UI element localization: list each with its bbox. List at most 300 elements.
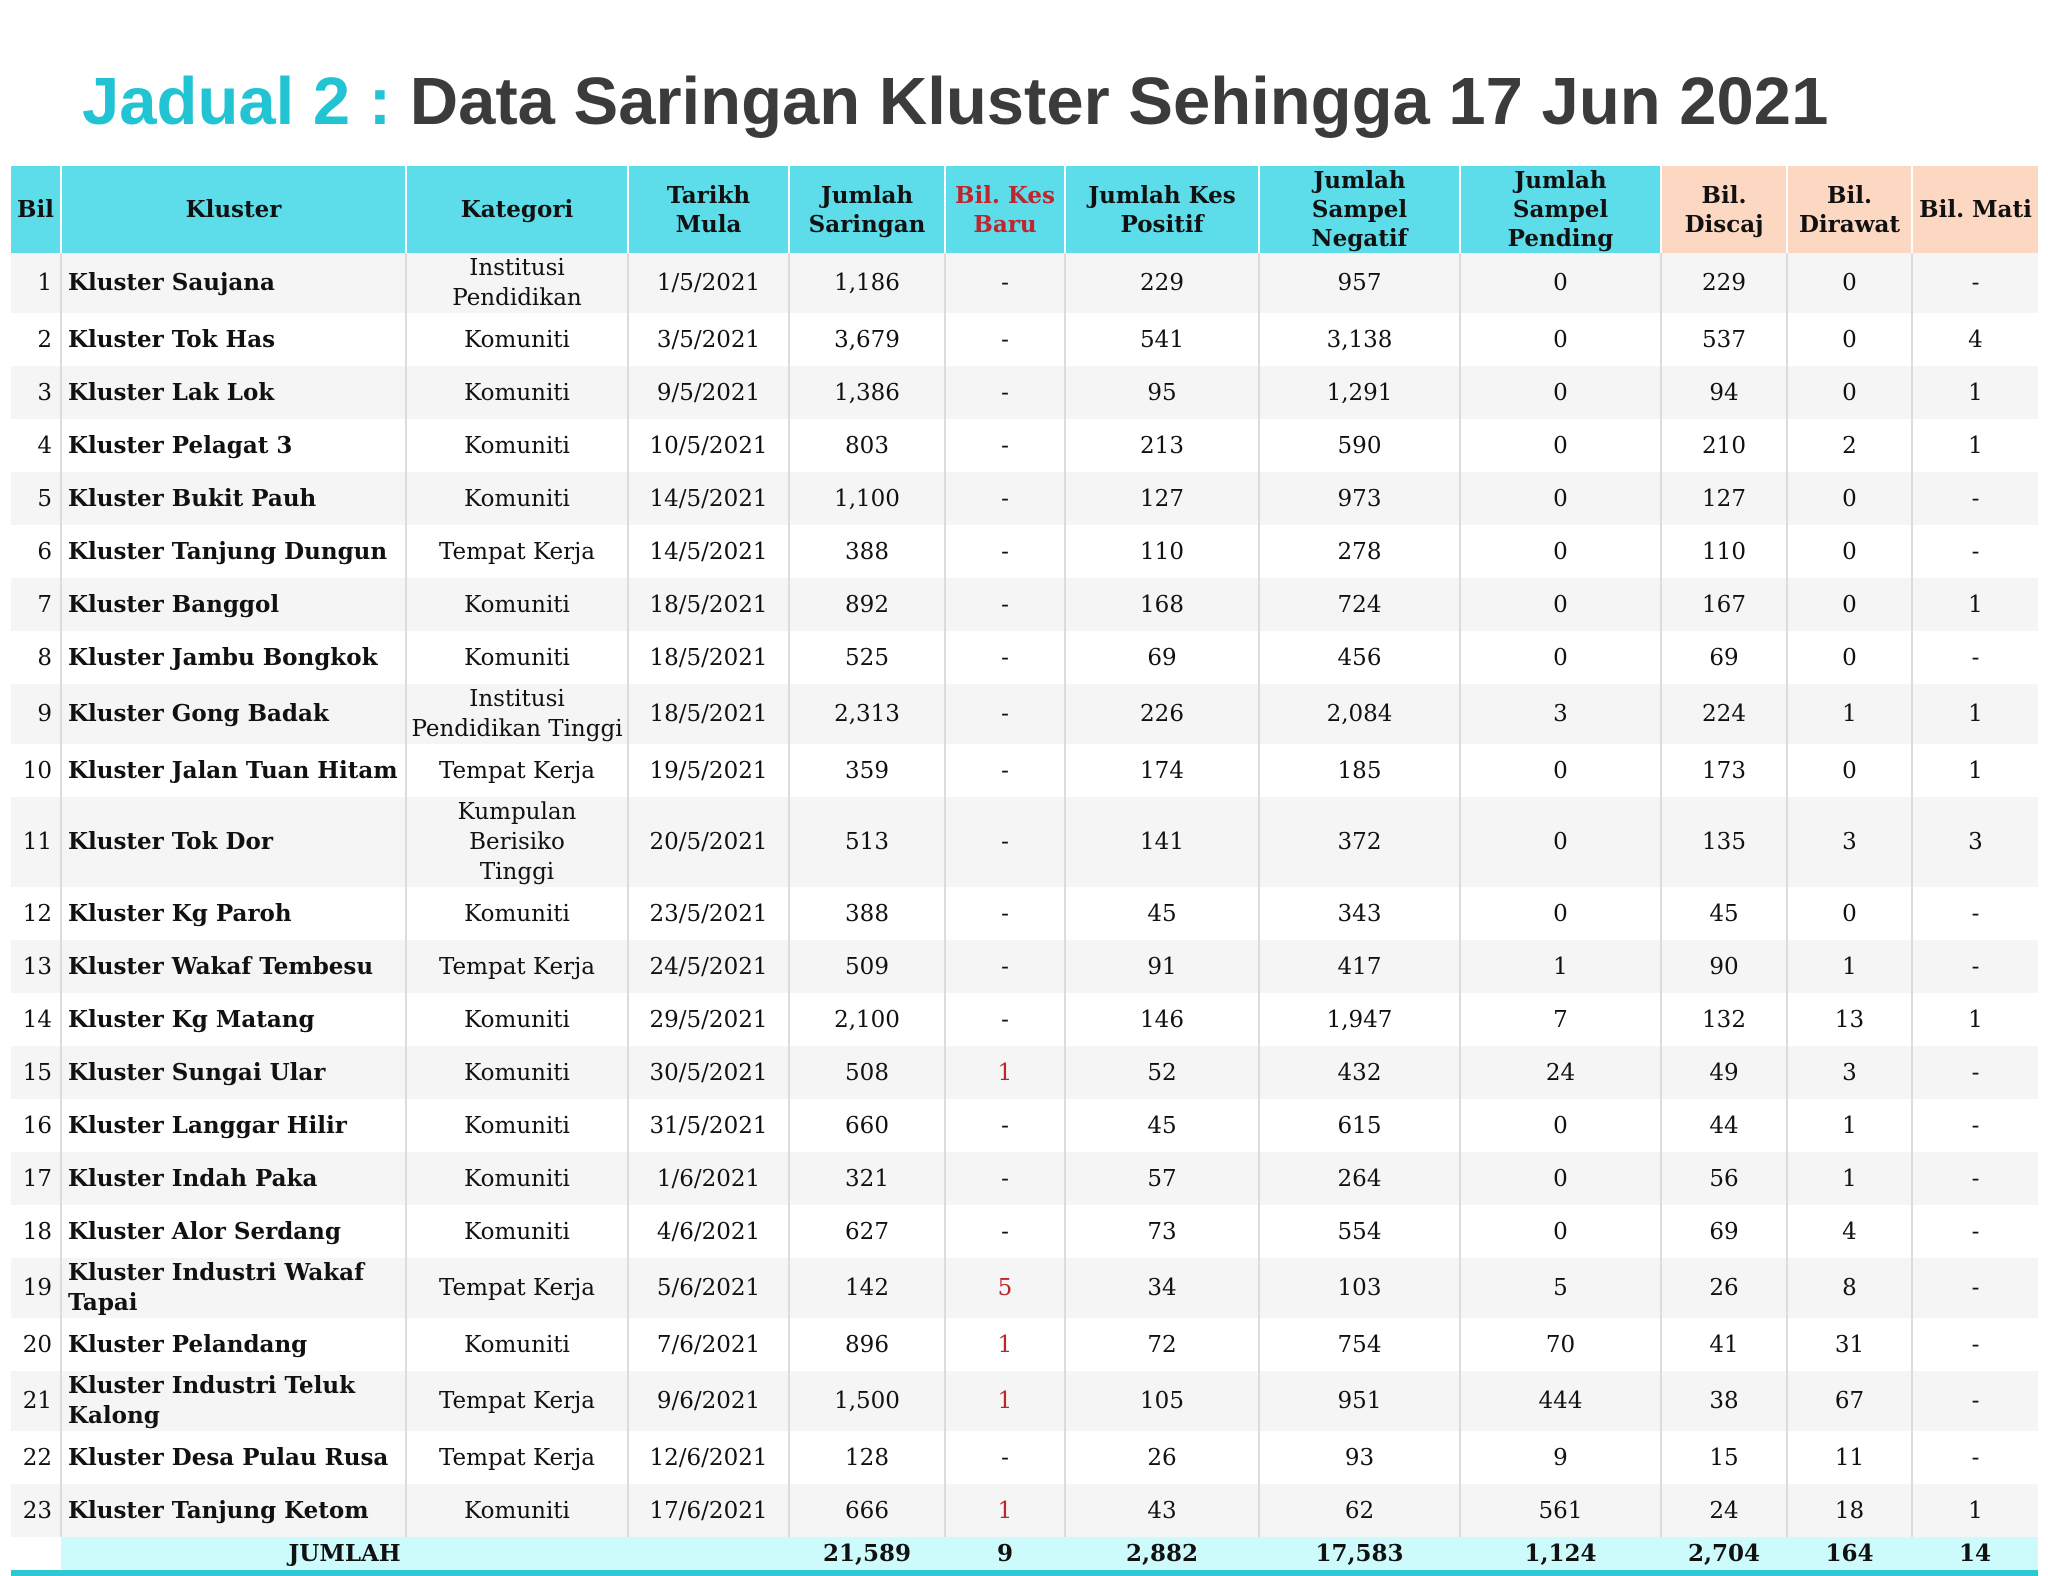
table-row — [11, 684, 2038, 744]
header-row — [11, 166, 2038, 253]
cell-bil-dirawat: 3 — [1787, 797, 1912, 887]
cell-bil-mati: - — [1912, 1046, 2038, 1099]
cell-kategori: Tempat Kerja — [406, 1371, 628, 1431]
cell-tarikh-mula: 12/6/2021 — [628, 1431, 789, 1484]
cell-kategori: Komuniti — [406, 419, 628, 472]
cell-kluster: Kluster Gong Badak — [61, 684, 406, 744]
total-label: JUMLAH — [61, 1537, 628, 1573]
cell-kategori: Komuniti — [406, 1318, 628, 1371]
table-row — [11, 419, 2038, 472]
cell-jumlah-kes-positif: 52 — [1065, 1046, 1259, 1099]
cell-bil-dirawat: 2 — [1787, 419, 1912, 472]
cell-bil: 20 — [11, 1318, 61, 1371]
cell-bil: 8 — [11, 631, 61, 684]
table-row — [11, 744, 2038, 797]
total-kes-baru: 9 — [945, 1537, 1065, 1573]
cell-jumlah-saringan: 1,100 — [789, 472, 945, 525]
cell-bil-kes-baru: - — [945, 887, 1065, 940]
cell-bil-mati: - — [1912, 525, 2038, 578]
cell-bil-dirawat: 18 — [1787, 1484, 1912, 1537]
cell-bil-discaj: 94 — [1661, 366, 1787, 419]
cell-bil-discaj: 49 — [1661, 1046, 1787, 1099]
cell-bil-dirawat: 0 — [1787, 631, 1912, 684]
cell-tarikh-mula: 29/5/2021 — [628, 993, 789, 1046]
cell-jumlah-saringan: 803 — [789, 419, 945, 472]
cell-jumlah-sampel-negatif: 93 — [1259, 1431, 1460, 1484]
cell-bil-mati: - — [1912, 1318, 2038, 1371]
cell-jumlah-saringan: 2,313 — [789, 684, 945, 744]
cell-jumlah-kes-positif: 69 — [1065, 631, 1259, 684]
cell-bil-kes-baru: 1 — [945, 1484, 1065, 1537]
cell-bil-dirawat: 11 — [1787, 1431, 1912, 1484]
cell-jumlah-sampel-pending: 0 — [1460, 419, 1661, 472]
cell-bil-dirawat: 3 — [1787, 1046, 1912, 1099]
cell-bil-kes-baru: - — [945, 993, 1065, 1046]
cell-kategori: Komuniti — [406, 1152, 628, 1205]
cell-kategori: Komuniti — [406, 578, 628, 631]
cell-jumlah-saringan: 1,386 — [789, 366, 945, 419]
cell-bil: 2 — [11, 313, 61, 366]
cell-jumlah-kes-positif: 146 — [1065, 993, 1259, 1046]
cell-jumlah-saringan: 142 — [789, 1258, 945, 1318]
cell-tarikh-mula: 19/5/2021 — [628, 744, 789, 797]
cell-bil-kes-baru: - — [945, 797, 1065, 887]
cell-bil-kes-baru: - — [945, 419, 1065, 472]
cell-bil-dirawat: 1 — [1787, 940, 1912, 993]
cell-jumlah-saringan: 660 — [789, 1099, 945, 1152]
cell-jumlah-saringan: 1,500 — [789, 1371, 945, 1431]
cell-kategori: Komuniti — [406, 1205, 628, 1258]
cell-kategori: Komuniti — [406, 887, 628, 940]
cell-tarikh-mula: 17/6/2021 — [628, 1484, 789, 1537]
cell-tarikh-mula: 18/5/2021 — [628, 578, 789, 631]
cell-kluster: Kluster Desa Pulau Rusa — [61, 1431, 406, 1484]
cell-jumlah-sampel-pending: 1 — [1460, 940, 1661, 993]
cell-jumlah-sampel-pending: 0 — [1460, 797, 1661, 887]
cell-jumlah-saringan: 128 — [789, 1431, 945, 1484]
cell-kluster: Kluster Indah Paka — [61, 1152, 406, 1205]
cell-jumlah-saringan: 896 — [789, 1318, 945, 1371]
cell-jumlah-kes-positif: 43 — [1065, 1484, 1259, 1537]
cell-kategori: Tempat Kerja — [406, 525, 628, 578]
cell-jumlah-kes-positif: 91 — [1065, 940, 1259, 993]
cell-jumlah-saringan: 1,186 — [789, 253, 945, 313]
cell-bil-discaj: 173 — [1661, 744, 1787, 797]
cell-bil-mati: 1 — [1912, 578, 2038, 631]
cell-bil: 9 — [11, 684, 61, 744]
total-row — [11, 1537, 2038, 1573]
cell-bil-kes-baru: - — [945, 631, 1065, 684]
cell-tarikh-mula: 14/5/2021 — [628, 472, 789, 525]
cell-kluster: Kluster Banggol — [61, 578, 406, 631]
cell-jumlah-kes-positif: 174 — [1065, 744, 1259, 797]
cell-jumlah-sampel-negatif: 103 — [1259, 1258, 1460, 1318]
cell-jumlah-sampel-negatif: 432 — [1259, 1046, 1460, 1099]
cell-jumlah-saringan: 2,100 — [789, 993, 945, 1046]
cell-kluster: Kluster Langgar Hilir — [61, 1099, 406, 1152]
cell-kluster: Kluster Tok Dor — [61, 797, 406, 887]
cell-kluster: Kluster Tanjung Ketom — [61, 1484, 406, 1537]
cell-jumlah-sampel-pending: 0 — [1460, 887, 1661, 940]
cell-tarikh-mula: 23/5/2021 — [628, 887, 789, 940]
cell-bil: 22 — [11, 1431, 61, 1484]
cell-jumlah-sampel-pending: 0 — [1460, 472, 1661, 525]
header-jumlah-saringan: Jumlah Saringan — [789, 166, 945, 253]
cell-bil-discaj: 90 — [1661, 940, 1787, 993]
cell-tarikh-mula: 1/5/2021 — [628, 253, 789, 313]
cell-bil-dirawat: 67 — [1787, 1371, 1912, 1431]
cell-bil-discaj: 127 — [1661, 472, 1787, 525]
cell-tarikh-mula: 4/6/2021 — [628, 1205, 789, 1258]
cell-bil: 5 — [11, 472, 61, 525]
cell-jumlah-saringan: 525 — [789, 631, 945, 684]
cell-bil-dirawat: 0 — [1787, 366, 1912, 419]
cell-jumlah-sampel-pending: 0 — [1460, 366, 1661, 419]
cell-jumlah-sampel-pending: 561 — [1460, 1484, 1661, 1537]
cell-bil-dirawat: 0 — [1787, 313, 1912, 366]
cell-bil-dirawat: 1 — [1787, 1152, 1912, 1205]
cell-kluster: Kluster Jambu Bongkok — [61, 631, 406, 684]
cell-jumlah-kes-positif: 95 — [1065, 366, 1259, 419]
total-dirawat: 164 — [1787, 1537, 1912, 1573]
table-row — [11, 578, 2038, 631]
cell-bil: 7 — [11, 578, 61, 631]
cell-bil: 21 — [11, 1371, 61, 1431]
cell-kluster: Kluster Pelagat 3 — [61, 419, 406, 472]
cell-jumlah-kes-positif: 127 — [1065, 472, 1259, 525]
cell-jumlah-sampel-pending: 0 — [1460, 313, 1661, 366]
total-mati: 14 — [1912, 1537, 2038, 1573]
cell-tarikh-mula: 14/5/2021 — [628, 525, 789, 578]
cell-kluster: Kluster Saujana — [61, 253, 406, 313]
cell-jumlah-sampel-negatif: 590 — [1259, 419, 1460, 472]
cell-bil-kes-baru: - — [945, 313, 1065, 366]
cell-kluster: Kluster Pelandang — [61, 1318, 406, 1371]
cell-bil: 10 — [11, 744, 61, 797]
cell-jumlah-kes-positif: 229 — [1065, 253, 1259, 313]
title-prefix: Jadual 2 : — [82, 64, 392, 139]
cell-bil-kes-baru: - — [945, 366, 1065, 419]
cell-kategori: Tempat Kerja — [406, 1431, 628, 1484]
cell-kluster: Kluster Lak Lok — [61, 366, 406, 419]
cell-bil: 14 — [11, 993, 61, 1046]
table-row — [11, 1371, 2038, 1431]
table-row — [11, 472, 2038, 525]
header-kluster: Kluster — [61, 166, 406, 253]
header-jumlah-sampel-pending: Jumlah Sampel Pending — [1460, 166, 1661, 253]
cell-jumlah-sampel-pending: 9 — [1460, 1431, 1661, 1484]
cell-jumlah-saringan: 627 — [789, 1205, 945, 1258]
cell-bil-mati: - — [1912, 1431, 2038, 1484]
cell-bil-discaj: 135 — [1661, 797, 1787, 887]
cell-bil-kes-baru: - — [945, 684, 1065, 744]
cell-jumlah-sampel-negatif: 754 — [1259, 1318, 1460, 1371]
header-kategori: Kategori — [406, 166, 628, 253]
cell-bil: 12 — [11, 887, 61, 940]
cell-bil-dirawat: 1 — [1787, 684, 1912, 744]
cell-jumlah-sampel-pending: 0 — [1460, 1099, 1661, 1152]
cell-bil-discaj: 56 — [1661, 1152, 1787, 1205]
cell-kluster: Kluster Jalan Tuan Hitam — [61, 744, 406, 797]
cell-bil-kes-baru: 1 — [945, 1371, 1065, 1431]
cell-tarikh-mula: 5/6/2021 — [628, 1258, 789, 1318]
title-main: Data Saringan Kluster Sehingga 17 Jun 2021 — [409, 64, 1829, 139]
table-row — [11, 1046, 2038, 1099]
table-row — [11, 797, 2038, 887]
header-bil-kes-baru: Bil. Kes Baru — [945, 166, 1065, 253]
cell-bil: 1 — [11, 253, 61, 313]
cell-jumlah-kes-positif: 105 — [1065, 1371, 1259, 1431]
cell-jumlah-sampel-negatif: 1,291 — [1259, 366, 1460, 419]
cell-jumlah-kes-positif: 45 — [1065, 1099, 1259, 1152]
cell-jumlah-sampel-pending: 0 — [1460, 744, 1661, 797]
cell-kluster: Kluster Alor Serdang — [61, 1205, 406, 1258]
cell-bil: 3 — [11, 366, 61, 419]
cell-bil-dirawat: 1 — [1787, 1099, 1912, 1152]
cell-bil-mati: - — [1912, 472, 2038, 525]
total-pending: 1,124 — [1460, 1537, 1661, 1573]
cell-kategori: Komuniti — [406, 366, 628, 419]
cell-bil-dirawat: 0 — [1787, 253, 1912, 313]
cluster-table — [11, 166, 2038, 1576]
cell-tarikh-mula: 30/5/2021 — [628, 1046, 789, 1099]
cell-kategori: Tempat Kerja — [406, 1258, 628, 1318]
cell-bil-mati: - — [1912, 1152, 2038, 1205]
cell-bil-kes-baru: - — [945, 253, 1065, 313]
cell-jumlah-saringan: 3,679 — [789, 313, 945, 366]
cell-bil-kes-baru: - — [945, 1099, 1065, 1152]
cell-bil-discaj: 26 — [1661, 1258, 1787, 1318]
cell-bil: 17 — [11, 1152, 61, 1205]
header-jumlah-sampel-negatif: Jumlah Sampel Negatif — [1259, 166, 1460, 253]
cell-jumlah-sampel-negatif: 951 — [1259, 1371, 1460, 1431]
cell-tarikh-mula: 9/5/2021 — [628, 366, 789, 419]
cell-bil-mati: - — [1912, 1205, 2038, 1258]
cell-kluster: Kluster Industri Wakaf Tapai — [61, 1258, 406, 1318]
cell-bil-dirawat: 8 — [1787, 1258, 1912, 1318]
cell-bil-dirawat: 0 — [1787, 472, 1912, 525]
cell-jumlah-sampel-negatif: 973 — [1259, 472, 1460, 525]
cell-bil-mati: 1 — [1912, 993, 2038, 1046]
cell-kategori: Institusi Pendidikan — [406, 253, 628, 313]
cell-jumlah-kes-positif: 213 — [1065, 419, 1259, 472]
cell-bil-kes-baru: - — [945, 578, 1065, 631]
table-row — [11, 253, 2038, 313]
cell-kategori: Komuniti — [406, 993, 628, 1046]
cell-tarikh-mula: 7/6/2021 — [628, 1318, 789, 1371]
cell-jumlah-saringan: 666 — [789, 1484, 945, 1537]
cell-bil-discaj: 537 — [1661, 313, 1787, 366]
cell-jumlah-sampel-pending: 7 — [1460, 993, 1661, 1046]
cell-jumlah-kes-positif: 57 — [1065, 1152, 1259, 1205]
cell-jumlah-saringan: 321 — [789, 1152, 945, 1205]
cell-jumlah-sampel-negatif: 957 — [1259, 253, 1460, 313]
cell-kluster: Kluster Industri Teluk Kalong — [61, 1371, 406, 1431]
cell-jumlah-kes-positif: 541 — [1065, 313, 1259, 366]
cell-jumlah-kes-positif: 226 — [1065, 684, 1259, 744]
total-positif: 2,882 — [1065, 1537, 1259, 1573]
cell-bil-mati: 1 — [1912, 684, 2038, 744]
cell-jumlah-sampel-pending: 5 — [1460, 1258, 1661, 1318]
cell-bil-discaj: 44 — [1661, 1099, 1787, 1152]
table-row — [11, 1318, 2038, 1371]
cell-bil: 23 — [11, 1484, 61, 1537]
total-saringan: 21,589 — [789, 1537, 945, 1573]
cell-bil-mati: - — [1912, 1258, 2038, 1318]
cell-bil-discaj: 24 — [1661, 1484, 1787, 1537]
cell-bil-dirawat: 0 — [1787, 887, 1912, 940]
cell-jumlah-sampel-pending: 0 — [1460, 1152, 1661, 1205]
cell-bil: 18 — [11, 1205, 61, 1258]
cell-tarikh-mula: 31/5/2021 — [628, 1099, 789, 1152]
cell-bil-dirawat: 31 — [1787, 1318, 1912, 1371]
cell-bil-dirawat: 0 — [1787, 744, 1912, 797]
cell-bil-discaj: 69 — [1661, 1205, 1787, 1258]
cell-bil-mati: - — [1912, 253, 2038, 313]
cell-bil-discaj: 167 — [1661, 578, 1787, 631]
cell-jumlah-sampel-negatif: 1,947 — [1259, 993, 1460, 1046]
cell-bil-dirawat: 13 — [1787, 993, 1912, 1046]
cell-jumlah-kes-positif: 45 — [1065, 887, 1259, 940]
cell-kategori: Komuniti — [406, 1099, 628, 1152]
cell-jumlah-saringan: 388 — [789, 887, 945, 940]
cell-bil-mati: 1 — [1912, 419, 2038, 472]
cell-bil-discaj: 15 — [1661, 1431, 1787, 1484]
cell-bil-dirawat: 4 — [1787, 1205, 1912, 1258]
cell-tarikh-mula: 18/5/2021 — [628, 684, 789, 744]
table-row — [11, 631, 2038, 684]
cell-jumlah-sampel-pending: 0 — [1460, 578, 1661, 631]
cell-jumlah-sampel-negatif: 2,084 — [1259, 684, 1460, 744]
cell-jumlah-sampel-pending: 0 — [1460, 631, 1661, 684]
cell-tarikh-mula: 18/5/2021 — [628, 631, 789, 684]
cell-kategori: Tempat Kerja — [406, 744, 628, 797]
cell-jumlah-sampel-negatif: 724 — [1259, 578, 1460, 631]
cell-bil-kes-baru: - — [945, 1431, 1065, 1484]
cell-tarikh-mula: 24/5/2021 — [628, 940, 789, 993]
cell-kategori: Komuniti — [406, 631, 628, 684]
cell-bil-mati: 3 — [1912, 797, 2038, 887]
cell-bil-discaj: 132 — [1661, 993, 1787, 1046]
cell-jumlah-kes-positif: 72 — [1065, 1318, 1259, 1371]
cell-kategori: Komuniti — [406, 1046, 628, 1099]
cell-bil-discaj: 41 — [1661, 1318, 1787, 1371]
header-bil-discaj: Bil. Discaj — [1661, 166, 1787, 253]
cell-jumlah-kes-positif: 26 — [1065, 1431, 1259, 1484]
cell-bil-kes-baru: - — [945, 525, 1065, 578]
cell-kluster: Kluster Kg Matang — [61, 993, 406, 1046]
cell-kategori: Komuniti — [406, 472, 628, 525]
cell-bil-kes-baru: - — [945, 744, 1065, 797]
cell-kluster: Kluster Wakaf Tembesu — [61, 940, 406, 993]
header-bil-dirawat: Bil. Dirawat — [1787, 166, 1912, 253]
cell-jumlah-sampel-negatif: 456 — [1259, 631, 1460, 684]
cell-bil-kes-baru: 1 — [945, 1318, 1065, 1371]
table-row — [11, 1484, 2038, 1537]
cell-kategori: Komuniti — [406, 313, 628, 366]
cell-bil-discaj: 224 — [1661, 684, 1787, 744]
cell-bil-mati: 1 — [1912, 1484, 2038, 1537]
cell-bil-kes-baru: 1 — [945, 1046, 1065, 1099]
cell-jumlah-sampel-negatif: 372 — [1259, 797, 1460, 887]
cell-jumlah-kes-positif: 73 — [1065, 1205, 1259, 1258]
table-row — [11, 313, 2038, 366]
cell-jumlah-saringan: 513 — [789, 797, 945, 887]
header-bil: Bil — [11, 166, 61, 253]
cell-kluster: Kluster Tanjung Dungun — [61, 525, 406, 578]
header-tarikh-mula: Tarikh Mula — [628, 166, 789, 253]
cell-bil: 6 — [11, 525, 61, 578]
cell-bil-kes-baru: - — [945, 1152, 1065, 1205]
cell-bil-kes-baru: - — [945, 940, 1065, 993]
cell-bil-discaj: 45 — [1661, 887, 1787, 940]
cell-bil-kes-baru: - — [945, 472, 1065, 525]
table-body — [11, 253, 2038, 1537]
table-row — [11, 887, 2038, 940]
total-negatif: 17,583 — [1259, 1537, 1460, 1573]
cell-tarikh-mula: 10/5/2021 — [628, 419, 789, 472]
total-spacer — [628, 1537, 789, 1573]
cell-jumlah-saringan: 509 — [789, 940, 945, 993]
cell-jumlah-sampel-negatif: 343 — [1259, 887, 1460, 940]
cell-bil: 16 — [11, 1099, 61, 1152]
cell-jumlah-sampel-negatif: 185 — [1259, 744, 1460, 797]
cell-bil: 11 — [11, 797, 61, 887]
cell-tarikh-mula: 9/6/2021 — [628, 1371, 789, 1431]
cell-jumlah-kes-positif: 110 — [1065, 525, 1259, 578]
cell-bil-mati: 1 — [1912, 366, 2038, 419]
cell-jumlah-saringan: 388 — [789, 525, 945, 578]
cell-bil-mati: 4 — [1912, 313, 2038, 366]
cell-jumlah-sampel-pending: 0 — [1460, 253, 1661, 313]
cell-jumlah-sampel-pending: 0 — [1460, 525, 1661, 578]
cell-bil-discaj: 229 — [1661, 253, 1787, 313]
cell-bil-dirawat: 0 — [1787, 578, 1912, 631]
cell-bil-discaj: 110 — [1661, 525, 1787, 578]
cell-bil-kes-baru: 5 — [945, 1258, 1065, 1318]
cell-bil-mati: - — [1912, 940, 2038, 993]
cell-bil-mati: - — [1912, 631, 2038, 684]
table-row — [11, 1431, 2038, 1484]
table-row — [11, 1205, 2038, 1258]
cell-jumlah-sampel-negatif: 554 — [1259, 1205, 1460, 1258]
cell-jumlah-kes-positif: 141 — [1065, 797, 1259, 887]
cell-bil-mati: 1 — [1912, 744, 2038, 797]
cell-bil-mati: - — [1912, 1099, 2038, 1152]
table-row — [11, 1099, 2038, 1152]
cell-jumlah-sampel-pending: 444 — [1460, 1371, 1661, 1431]
cell-bil-discaj: 210 — [1661, 419, 1787, 472]
header-jumlah-kes-positif: Jumlah Kes Positif — [1065, 166, 1259, 253]
table-row — [11, 993, 2038, 1046]
total-blank — [11, 1537, 61, 1573]
cell-bil-discaj: 38 — [1661, 1371, 1787, 1431]
header-bil-mati: Bil. Mati — [1912, 166, 2038, 253]
cell-bil-discaj: 69 — [1661, 631, 1787, 684]
cell-jumlah-sampel-pending: 24 — [1460, 1046, 1661, 1099]
cell-bil: 15 — [11, 1046, 61, 1099]
cell-kluster: Kluster Bukit Pauh — [61, 472, 406, 525]
cell-kategori: Institusi Pendidikan Tinggi — [406, 684, 628, 744]
cell-kluster: Kluster Kg Paroh — [61, 887, 406, 940]
cell-bil-kes-baru: - — [945, 1205, 1065, 1258]
table-row — [11, 1152, 2038, 1205]
cell-kluster: Kluster Tok Has — [61, 313, 406, 366]
cell-kategori: Komuniti — [406, 1484, 628, 1537]
cell-jumlah-sampel-negatif: 62 — [1259, 1484, 1460, 1537]
cell-jumlah-saringan: 508 — [789, 1046, 945, 1099]
table-row — [11, 525, 2038, 578]
